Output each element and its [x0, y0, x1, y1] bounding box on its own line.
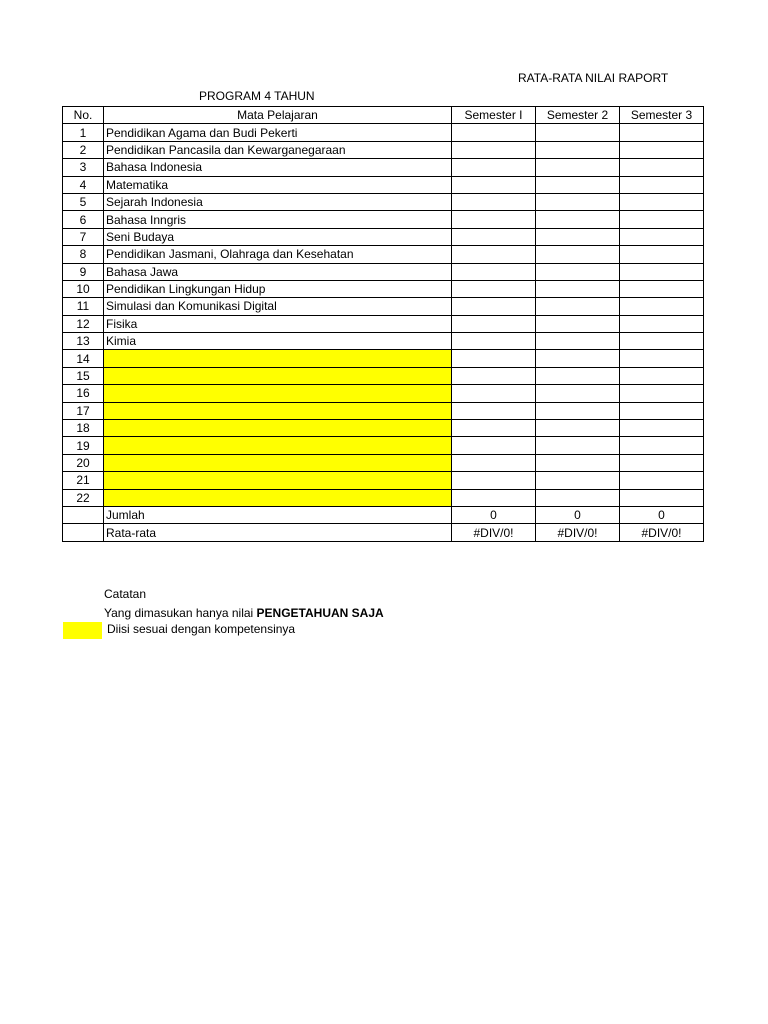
average-row — [63, 524, 704, 541]
notes-line-prefix: Yang dimasukan hanya nilai — [104, 606, 257, 620]
grades-table — [62, 106, 704, 542]
semester-2-cell[interactable] — [536, 420, 620, 437]
table-row — [63, 472, 704, 489]
semester-3-cell[interactable] — [620, 159, 704, 176]
semester-2-cell[interactable] — [536, 298, 620, 315]
row-number: 20 — [63, 454, 104, 471]
semester-1-cell[interactable] — [452, 193, 536, 210]
report-title: RATA-RATA NILAI RAPORT — [518, 71, 669, 85]
semester-3-cell[interactable] — [620, 385, 704, 402]
legend-text: Diisi sesuai dengan kompetensinya — [107, 622, 296, 636]
notes-line — [104, 604, 384, 623]
subject-cell[interactable]: Sejarah Indonesia — [104, 193, 452, 210]
subject-cell[interactable]: Pendidikan Pancasila dan Kewarganegaraan — [104, 141, 452, 158]
total-row — [63, 506, 704, 523]
table-row — [63, 263, 704, 280]
semester-1-cell[interactable] — [452, 176, 536, 193]
semester-2-cell[interactable] — [536, 402, 620, 419]
semester-2-cell[interactable] — [536, 385, 620, 402]
semester-2-cell[interactable] — [536, 141, 620, 158]
table-row — [63, 124, 704, 141]
table-row — [63, 402, 704, 419]
semester-1-cell[interactable] — [452, 280, 536, 297]
semester-2-cell[interactable] — [536, 489, 620, 506]
average-row-spacer — [63, 524, 104, 541]
table-row — [63, 315, 704, 332]
semester-2-cell[interactable] — [536, 124, 620, 141]
semester-3-cell[interactable] — [620, 141, 704, 158]
row-number: 6 — [63, 211, 104, 228]
semester-3-cell[interactable] — [620, 228, 704, 245]
column-header-semester-3: Semester 3 — [620, 107, 704, 124]
semester-2-cell[interactable] — [536, 333, 620, 350]
semester-1-cell[interactable] — [452, 315, 536, 332]
table-row — [63, 246, 704, 263]
subject-cell[interactable] — [104, 350, 452, 367]
header-row — [63, 107, 704, 124]
semester-2-cell[interactable] — [536, 315, 620, 332]
semester-1-cell[interactable] — [452, 350, 536, 367]
subject-cell[interactable] — [104, 367, 452, 384]
average-label: Rata-rata — [104, 524, 452, 541]
table-row — [63, 350, 704, 367]
semester-1-cell[interactable] — [452, 141, 536, 158]
semester-3-cell[interactable] — [620, 298, 704, 315]
semester-2-cell[interactable] — [536, 159, 620, 176]
average-semester-3: #DIV/0! — [620, 524, 704, 541]
semester-3-cell[interactable] — [620, 402, 704, 419]
row-number: 21 — [63, 472, 104, 489]
row-number: 8 — [63, 246, 104, 263]
subject-cell[interactable] — [104, 385, 452, 402]
semester-3-cell[interactable] — [620, 246, 704, 263]
subject-cell[interactable] — [104, 489, 452, 506]
average-semester-2: #DIV/0! — [536, 524, 620, 541]
table-row — [63, 159, 704, 176]
semester-2-cell[interactable] — [536, 280, 620, 297]
subject-cell[interactable]: Matematika — [104, 176, 452, 193]
table-row — [63, 385, 704, 402]
semester-1-cell[interactable] — [452, 420, 536, 437]
semester-3-cell[interactable] — [620, 315, 704, 332]
semester-3-cell[interactable] — [620, 333, 704, 350]
subject-cell[interactable]: Pendidikan Jasmani, Olahraga dan Kesehatan — [104, 246, 452, 263]
semester-1-cell[interactable] — [452, 333, 536, 350]
table-row — [63, 141, 704, 158]
row-number: 3 — [63, 159, 104, 176]
subject-cell[interactable]: Bahasa Inngris — [104, 211, 452, 228]
subject-cell[interactable]: Bahasa Jawa — [104, 263, 452, 280]
notes-line-emphasis: PENGETAHUAN SAJA — [256, 606, 384, 620]
semester-1-cell[interactable] — [452, 367, 536, 384]
row-number: 17 — [63, 402, 104, 419]
total-semester-2: 0 — [536, 506, 620, 523]
semester-1-cell[interactable] — [452, 246, 536, 263]
semester-1-cell[interactable] — [452, 385, 536, 402]
table-row — [63, 176, 704, 193]
semester-1-cell[interactable] — [452, 472, 536, 489]
semester-3-cell[interactable] — [620, 420, 704, 437]
semester-1-cell[interactable] — [452, 159, 536, 176]
column-header-subject: Mata Pelajaran — [104, 107, 452, 124]
table-row — [63, 280, 704, 297]
semester-2-cell[interactable] — [536, 437, 620, 454]
semester-2-cell[interactable] — [536, 367, 620, 384]
column-header-no: No. — [63, 107, 104, 124]
table-row — [63, 437, 704, 454]
subject-cell[interactable]: Kimia — [104, 333, 452, 350]
row-number: 12 — [63, 315, 104, 332]
row-number: 19 — [63, 437, 104, 454]
row-number: 5 — [63, 193, 104, 210]
table-row — [63, 489, 704, 506]
row-number: 10 — [63, 280, 104, 297]
row-number: 9 — [63, 263, 104, 280]
subject-cell[interactable] — [104, 472, 452, 489]
semester-1-cell[interactable] — [452, 437, 536, 454]
semester-1-cell[interactable] — [452, 298, 536, 315]
row-number: 11 — [63, 298, 104, 315]
legend-yellow-swatch — [63, 622, 102, 639]
semester-2-cell[interactable] — [536, 263, 620, 280]
semester-3-cell[interactable] — [620, 472, 704, 489]
semester-2-cell[interactable] — [536, 246, 620, 263]
table-row — [63, 420, 704, 437]
semester-3-cell[interactable] — [620, 367, 704, 384]
subject-cell[interactable]: Pendidikan Agama dan Budi Pekerti — [104, 124, 452, 141]
row-number: 4 — [63, 176, 104, 193]
semester-2-cell[interactable] — [536, 454, 620, 471]
average-semester-1: #DIV/0! — [452, 524, 536, 541]
row-number: 14 — [63, 350, 104, 367]
row-number: 16 — [63, 385, 104, 402]
total-semester-1: 0 — [452, 506, 536, 523]
notes-section — [104, 585, 384, 623]
semester-1-cell[interactable] — [452, 211, 536, 228]
subject-cell[interactable] — [104, 420, 452, 437]
semester-3-cell[interactable] — [620, 489, 704, 506]
subject-cell[interactable] — [104, 437, 452, 454]
subject-cell[interactable]: Bahasa Indonesia — [104, 159, 452, 176]
row-number: 1 — [63, 124, 104, 141]
table-row — [63, 367, 704, 384]
row-number: 2 — [63, 141, 104, 158]
semester-3-cell[interactable] — [620, 176, 704, 193]
semester-2-cell[interactable] — [536, 176, 620, 193]
semester-1-cell[interactable] — [452, 402, 536, 419]
semester-3-cell[interactable] — [620, 280, 704, 297]
semester-1-cell[interactable] — [452, 263, 536, 280]
semester-1-cell[interactable] — [452, 124, 536, 141]
semester-3-cell[interactable] — [620, 193, 704, 210]
semester-2-cell[interactable] — [536, 472, 620, 489]
table-row — [63, 211, 704, 228]
semester-2-cell[interactable] — [536, 193, 620, 210]
semester-3-cell[interactable] — [620, 124, 704, 141]
semester-3-cell[interactable] — [620, 263, 704, 280]
row-number: 15 — [63, 367, 104, 384]
row-number: 18 — [63, 420, 104, 437]
table-row — [63, 333, 704, 350]
subject-cell[interactable]: Fisika — [104, 315, 452, 332]
semester-3-cell[interactable] — [620, 437, 704, 454]
total-semester-3: 0 — [620, 506, 704, 523]
semester-2-cell[interactable] — [536, 350, 620, 367]
semester-1-cell[interactable] — [452, 228, 536, 245]
subject-cell[interactable] — [104, 454, 452, 471]
semester-3-cell[interactable] — [620, 211, 704, 228]
row-number: 7 — [63, 228, 104, 245]
semester-1-cell[interactable] — [452, 454, 536, 471]
subject-cell[interactable]: Simulasi dan Komunikasi Digital — [104, 298, 452, 315]
semester-2-cell[interactable] — [536, 211, 620, 228]
notes-heading: Catatan — [104, 587, 147, 601]
table-body — [63, 124, 704, 507]
table-row — [63, 193, 704, 210]
row-number: 13 — [63, 333, 104, 350]
semester-3-cell[interactable] — [620, 454, 704, 471]
total-row-spacer — [63, 506, 104, 523]
program-title: PROGRAM 4 TAHUN — [199, 89, 315, 103]
subject-cell[interactable]: Pendidikan Lingkungan Hidup — [104, 280, 452, 297]
column-header-semester-2: Semester 2 — [536, 107, 620, 124]
total-label: Jumlah — [104, 506, 452, 523]
semester-1-cell[interactable] — [452, 489, 536, 506]
row-number: 22 — [63, 489, 104, 506]
table-row — [63, 298, 704, 315]
semester-3-cell[interactable] — [620, 350, 704, 367]
table-row — [63, 228, 704, 245]
semester-2-cell[interactable] — [536, 228, 620, 245]
column-header-semester-1: Semester I — [452, 107, 536, 124]
subject-cell[interactable] — [104, 402, 452, 419]
table-row — [63, 454, 704, 471]
subject-cell[interactable]: Seni Budaya — [104, 228, 452, 245]
